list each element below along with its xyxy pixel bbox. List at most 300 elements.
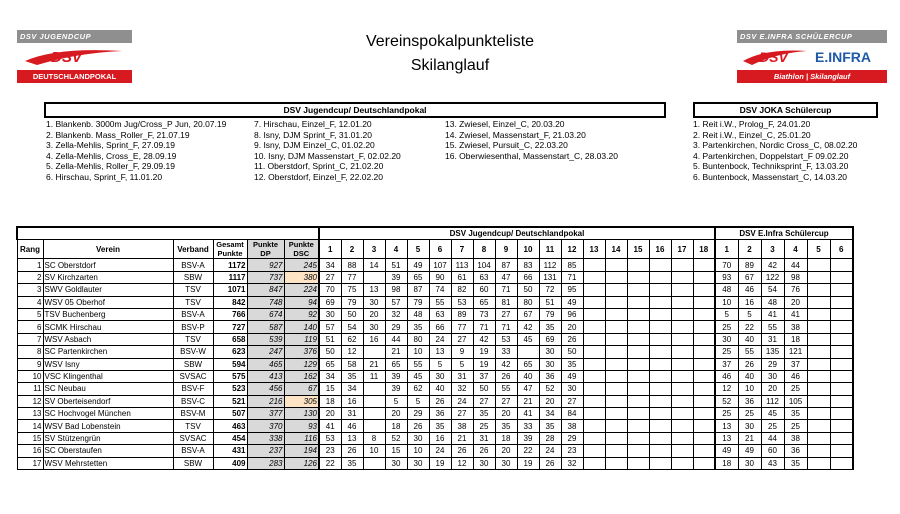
cell-gesamt: 1117 bbox=[213, 271, 247, 283]
cell-sc-points: 25 bbox=[784, 420, 807, 432]
cell-jc-points: 89 bbox=[451, 308, 473, 320]
cell-jc-points bbox=[627, 457, 649, 469]
cell-rang: 16 bbox=[17, 445, 43, 457]
cell-sc-points: 42 bbox=[761, 259, 784, 271]
cell-jc-points bbox=[363, 408, 385, 420]
cell-jc-points: 48 bbox=[407, 308, 429, 320]
cell-jc-points bbox=[693, 370, 715, 382]
cell-dsc: 376 bbox=[284, 346, 319, 358]
cell-jc-points: 27 bbox=[495, 395, 517, 407]
cell-jc-points: 24 bbox=[451, 395, 473, 407]
cell-jc-points: 53 bbox=[451, 296, 473, 308]
cell-dp: 237 bbox=[247, 445, 284, 457]
col-header-jc-race: 11 bbox=[539, 240, 561, 259]
cell-sc-points: 122 bbox=[761, 271, 784, 283]
cell-gesamt: 842 bbox=[213, 296, 247, 308]
cell-jc-points bbox=[605, 259, 627, 271]
cell-jc-points bbox=[517, 346, 539, 358]
cell-jc-points: 47 bbox=[495, 271, 517, 283]
cell-rang: 1 bbox=[17, 259, 43, 271]
cell-sc-points bbox=[830, 383, 853, 395]
table-row bbox=[17, 296, 853, 308]
cell-sc-points bbox=[830, 445, 853, 457]
table-group-header bbox=[17, 227, 853, 240]
legend-item: 1. Reit i.W., Prolog_F, 24.01.20 bbox=[693, 119, 811, 129]
cell-jc-points: 83 bbox=[517, 259, 539, 271]
cell-jc-points: 81 bbox=[495, 296, 517, 308]
cell-jc-points: 10 bbox=[407, 346, 429, 358]
cell-gesamt: 507 bbox=[213, 408, 247, 420]
cell-jc-points: 65 bbox=[319, 358, 341, 370]
cell-jc-points: 26 bbox=[451, 445, 473, 457]
cell-sc-points bbox=[807, 308, 830, 320]
cell-jc-points bbox=[693, 308, 715, 320]
cell-jc-points: 63 bbox=[473, 271, 495, 283]
col-header-jc-race: 5 bbox=[407, 240, 429, 259]
cell-jc-points: 71 bbox=[561, 271, 583, 283]
cell-sc-points: 29 bbox=[761, 358, 784, 370]
cell-jc-points: 22 bbox=[517, 445, 539, 457]
legend-jc-col-3 bbox=[445, 119, 618, 161]
cell-gesamt: 1172 bbox=[213, 259, 247, 271]
cell-sc-points bbox=[830, 346, 853, 358]
cell-sc-points: 20 bbox=[784, 296, 807, 308]
cell-gesamt: 766 bbox=[213, 308, 247, 320]
cell-dsc: 94 bbox=[284, 296, 319, 308]
col-header-jc-race: 10 bbox=[517, 240, 539, 259]
cell-verein: WSV 05 Oberhof bbox=[43, 296, 173, 308]
cell-jc-points: 35 bbox=[429, 420, 451, 432]
cell-jc-points bbox=[627, 370, 649, 382]
cell-jc-points: 35 bbox=[495, 420, 517, 432]
cell-jc-points: 31 bbox=[451, 370, 473, 382]
cell-sc-points: 18 bbox=[715, 457, 738, 469]
cell-gesamt: 521 bbox=[213, 395, 247, 407]
cell-rang: 11 bbox=[17, 383, 43, 395]
cell-jc-points: 27 bbox=[561, 395, 583, 407]
cell-jc-points: 5 bbox=[385, 395, 407, 407]
cell-jc-points bbox=[649, 321, 671, 333]
cell-verein: SC Hochvogel München bbox=[43, 408, 173, 420]
cell-jc-points bbox=[693, 383, 715, 395]
cell-sc-points: 46 bbox=[784, 370, 807, 382]
cell-verein: SCMK Hirschau bbox=[43, 321, 173, 333]
cell-jc-points: 70 bbox=[319, 284, 341, 296]
cell-sc-points: 5 bbox=[738, 308, 761, 320]
cell-jc-points bbox=[627, 308, 649, 320]
cell-jc-points bbox=[693, 420, 715, 432]
cell-jc-points: 42 bbox=[495, 358, 517, 370]
cell-jc-points bbox=[693, 259, 715, 271]
cell-jc-points: 20 bbox=[319, 408, 341, 420]
cell-verein: WSV Asbach bbox=[43, 333, 173, 345]
legend-jc-title: DSV Jugendcup/ Deutschlandpokal bbox=[44, 102, 666, 118]
cell-jc-points: 69 bbox=[539, 333, 561, 345]
cell-jc-points: 49 bbox=[407, 259, 429, 271]
cell-jc-points: 21 bbox=[517, 395, 539, 407]
cell-verband: SBW bbox=[173, 271, 213, 283]
cell-dp: 247 bbox=[247, 346, 284, 358]
cell-verband: BSV-P bbox=[173, 321, 213, 333]
cell-sc-points bbox=[830, 358, 853, 370]
cell-sc-points bbox=[830, 284, 853, 296]
cell-jc-points: 33 bbox=[517, 420, 539, 432]
cell-jc-points: 25 bbox=[473, 420, 495, 432]
cell-jc-points bbox=[693, 321, 715, 333]
cell-jc-points bbox=[649, 408, 671, 420]
cell-jc-points: 87 bbox=[407, 284, 429, 296]
table-row bbox=[17, 420, 853, 432]
cell-verein: VSC Klingenthal bbox=[43, 370, 173, 382]
page-title: Vereinspokalpunkteliste bbox=[365, 33, 535, 50]
cell-jc-points: 74 bbox=[429, 284, 451, 296]
cell-jc-points: 26 bbox=[341, 445, 363, 457]
table-row bbox=[17, 358, 853, 370]
legend-item: 8. Isny, DJM Sprint_F, 31.01.20 bbox=[254, 129, 372, 140]
cell-sc-points: 38 bbox=[784, 321, 807, 333]
cell-jc-points: 61 bbox=[451, 271, 473, 283]
cell-verband: BSV-F bbox=[173, 383, 213, 395]
cell-sc-points bbox=[807, 296, 830, 308]
cell-rang: 7 bbox=[17, 333, 43, 345]
cell-dsc: 305 bbox=[284, 395, 319, 407]
cell-jc-points bbox=[583, 308, 605, 320]
cell-jc-points: 47 bbox=[517, 383, 539, 395]
cell-gesamt: 409 bbox=[213, 457, 247, 469]
cell-jc-points bbox=[583, 333, 605, 345]
cell-dsc: 116 bbox=[284, 432, 319, 444]
cell-jc-points bbox=[693, 284, 715, 296]
cell-sc-points: 16 bbox=[738, 296, 761, 308]
cell-rang: 12 bbox=[17, 395, 43, 407]
cell-jc-points bbox=[605, 321, 627, 333]
col-header-sc-race: 4 bbox=[784, 240, 807, 259]
cell-jc-points: 79 bbox=[539, 308, 561, 320]
cell-jc-points bbox=[583, 259, 605, 271]
cell-jc-points: 39 bbox=[385, 383, 407, 395]
cell-jc-points bbox=[605, 296, 627, 308]
cell-jc-points: 30 bbox=[473, 457, 495, 469]
cell-jc-points bbox=[671, 259, 693, 271]
cell-rang: 10 bbox=[17, 370, 43, 382]
cell-jc-points: 31 bbox=[473, 432, 495, 444]
cell-sc-points: 37 bbox=[784, 358, 807, 370]
col-header-jc-race: 2 bbox=[341, 240, 363, 259]
cell-jc-points bbox=[363, 383, 385, 395]
cell-jc-points: 51 bbox=[539, 296, 561, 308]
legend-sc-title: DSV JOKA Schülercup bbox=[693, 102, 878, 118]
logo-left-bottom-text: DEUTSCHLANDPOKAL bbox=[17, 70, 132, 83]
cell-jc-points: 29 bbox=[407, 408, 429, 420]
cell-jc-points bbox=[627, 333, 649, 345]
cell-sc-points: 44 bbox=[784, 259, 807, 271]
cell-jc-points: 9 bbox=[451, 346, 473, 358]
table-row bbox=[17, 333, 853, 345]
cell-sc-points: 43 bbox=[761, 457, 784, 469]
legend-sc-col bbox=[693, 119, 857, 183]
legend-item: 3. Zella-Mehlis, Sprint_F, 27.09.19 bbox=[46, 140, 175, 151]
cell-sc-points: 10 bbox=[738, 383, 761, 395]
cell-jc-points: 35 bbox=[561, 358, 583, 370]
cell-jc-points: 29 bbox=[385, 321, 407, 333]
cell-jc-points: 73 bbox=[473, 308, 495, 320]
cell-jc-points: 72 bbox=[539, 284, 561, 296]
col-header-jc-race: 15 bbox=[627, 240, 649, 259]
table-row bbox=[17, 259, 853, 271]
cell-sc-points: 30 bbox=[715, 333, 738, 345]
cell-jc-points: 41 bbox=[319, 420, 341, 432]
cell-jc-points: 34 bbox=[341, 383, 363, 395]
cell-jc-points: 71 bbox=[495, 321, 517, 333]
legend-item: 1. Blankenb. 3000m Jug/Cross_P Jun, 20.07.19 bbox=[46, 119, 227, 129]
cell-jc-points: 90 bbox=[429, 271, 451, 283]
cell-jc-points: 53 bbox=[319, 432, 341, 444]
cell-sc-points: 30 bbox=[738, 420, 761, 432]
cell-jc-points bbox=[671, 346, 693, 358]
cell-sc-points bbox=[807, 284, 830, 296]
cell-jc-points: 58 bbox=[341, 358, 363, 370]
logo-right-top-text: DSV E.INFRA SCHÜLERCUP bbox=[737, 30, 887, 43]
cell-sc-points: 121 bbox=[784, 346, 807, 358]
cell-jc-points bbox=[649, 420, 671, 432]
col-header-jc-race: 14 bbox=[605, 240, 627, 259]
table-row bbox=[17, 284, 853, 296]
cell-jc-points bbox=[693, 296, 715, 308]
cell-verein: SV Stützengrün bbox=[43, 432, 173, 444]
col-header-dsc: Punkte DSC bbox=[284, 240, 319, 259]
cell-verband: SBW bbox=[173, 358, 213, 370]
cell-gesamt: 658 bbox=[213, 333, 247, 345]
col-header-jc-race: 17 bbox=[671, 240, 693, 259]
cell-sc-points: 35 bbox=[784, 457, 807, 469]
dsv-swoosh-icon bbox=[17, 43, 132, 70]
cell-jc-points: 34 bbox=[319, 259, 341, 271]
cell-jc-points: 21 bbox=[363, 358, 385, 370]
col-header-jc-race: 12 bbox=[561, 240, 583, 259]
cell-jc-points: 63 bbox=[429, 308, 451, 320]
cell-rang: 9 bbox=[17, 358, 43, 370]
cell-sc-points: 49 bbox=[715, 445, 738, 457]
cell-jc-points: 12 bbox=[341, 346, 363, 358]
cell-sc-points: 49 bbox=[738, 445, 761, 457]
legend-item: 10. Isny, DJM Massenstart_F, 02.02.20 bbox=[254, 150, 401, 161]
cell-rang: 8 bbox=[17, 346, 43, 358]
cell-jc-points: 11 bbox=[363, 370, 385, 382]
table-row bbox=[17, 308, 853, 320]
cell-dsc: 67 bbox=[284, 383, 319, 395]
cell-jc-points: 23 bbox=[561, 445, 583, 457]
cell-jc-points bbox=[605, 333, 627, 345]
cell-jc-points: 57 bbox=[385, 296, 407, 308]
cell-sc-points: 60 bbox=[761, 445, 784, 457]
cell-gesamt: 594 bbox=[213, 358, 247, 370]
table-row bbox=[17, 457, 853, 469]
cell-jc-points bbox=[627, 445, 649, 457]
cell-rang: 13 bbox=[17, 408, 43, 420]
cell-sc-points: 26 bbox=[738, 358, 761, 370]
cell-sc-points: 41 bbox=[784, 308, 807, 320]
legend-item: 4. Partenkirchen, Doppelstart_F 09.02.20 bbox=[693, 150, 849, 161]
cell-jc-points: 35 bbox=[407, 321, 429, 333]
legend-item: 16. Oberwiesenthal, Massenstart_C, 28.03.20 bbox=[445, 150, 618, 161]
cell-sc-points: 55 bbox=[761, 321, 784, 333]
cell-jc-points: 13 bbox=[341, 432, 363, 444]
cell-jc-points: 33 bbox=[495, 346, 517, 358]
cell-jc-points: 30 bbox=[319, 308, 341, 320]
cell-jc-points bbox=[627, 346, 649, 358]
cell-jc-points bbox=[671, 358, 693, 370]
cell-dsc: 93 bbox=[284, 420, 319, 432]
cell-jc-points: 19 bbox=[473, 346, 495, 358]
cell-jc-points: 50 bbox=[517, 284, 539, 296]
cell-jc-points: 35 bbox=[341, 370, 363, 382]
cell-jc-points bbox=[671, 420, 693, 432]
cell-jc-points: 13 bbox=[429, 346, 451, 358]
cell-jc-points: 65 bbox=[473, 296, 495, 308]
cell-jc-points bbox=[671, 383, 693, 395]
cell-jc-points bbox=[605, 358, 627, 370]
cell-verein: SC Oberstdorf bbox=[43, 259, 173, 271]
cell-rang: 4 bbox=[17, 296, 43, 308]
cell-jc-points bbox=[671, 284, 693, 296]
cell-jc-points bbox=[583, 432, 605, 444]
cell-jc-points: 10 bbox=[407, 445, 429, 457]
cell-verband: BSV-W bbox=[173, 346, 213, 358]
cell-jc-points: 19 bbox=[473, 358, 495, 370]
cell-sc-points: 22 bbox=[738, 321, 761, 333]
cell-jc-points: 28 bbox=[539, 432, 561, 444]
cell-verband: BSV-A bbox=[173, 308, 213, 320]
cell-jc-points: 36 bbox=[539, 370, 561, 382]
cell-jc-points: 14 bbox=[363, 259, 385, 271]
cell-jc-points: 113 bbox=[451, 259, 473, 271]
cell-sc-points: 36 bbox=[784, 445, 807, 457]
cell-verein: SWV Goldlauter bbox=[43, 284, 173, 296]
legend-item: 6. Hirschau, Sprint_F, 11.01.20 bbox=[46, 171, 163, 182]
cell-jc-points: 22 bbox=[319, 457, 341, 469]
cell-jc-points: 30 bbox=[407, 457, 429, 469]
cell-jc-points: 50 bbox=[561, 346, 583, 358]
table-row bbox=[17, 408, 853, 420]
cell-dp: 587 bbox=[247, 321, 284, 333]
cell-jc-points: 30 bbox=[561, 383, 583, 395]
cell-jc-points: 12 bbox=[451, 457, 473, 469]
cell-jc-points: 98 bbox=[385, 284, 407, 296]
cell-jc-points: 30 bbox=[539, 346, 561, 358]
cell-jc-points: 95 bbox=[561, 284, 583, 296]
cell-sc-points bbox=[807, 333, 830, 345]
col-header-jc-race: 8 bbox=[473, 240, 495, 259]
cell-jc-points bbox=[693, 333, 715, 345]
cell-sc-points bbox=[830, 259, 853, 271]
cell-verein: WSV Mehrstetten bbox=[43, 457, 173, 469]
col-header-jc-race: 9 bbox=[495, 240, 517, 259]
cell-jc-points bbox=[363, 420, 385, 432]
cell-jc-points: 51 bbox=[319, 333, 341, 345]
cell-jc-points bbox=[649, 346, 671, 358]
cell-rang: 5 bbox=[17, 308, 43, 320]
cell-jc-points: 18 bbox=[495, 432, 517, 444]
cell-jc-points: 45 bbox=[407, 370, 429, 382]
cell-jc-points bbox=[671, 321, 693, 333]
group-header-sc: DSV E.Infra Schülercup bbox=[715, 227, 853, 240]
cell-sc-points bbox=[807, 259, 830, 271]
cell-verein: SC Neubau bbox=[43, 383, 173, 395]
legend-jc-col-1 bbox=[46, 119, 226, 183]
cell-jc-points bbox=[605, 408, 627, 420]
table-column-header bbox=[17, 240, 853, 259]
cell-dp: 377 bbox=[247, 408, 284, 420]
logo-left-top-text: DSV JUGENDCUP bbox=[17, 30, 132, 43]
cell-verein: SV Kirchzarten bbox=[43, 271, 173, 283]
cell-dp: 737 bbox=[247, 271, 284, 283]
logo-right-bottom-text: Biathlon | Skilanglauf bbox=[737, 70, 887, 83]
cell-jc-points: 16 bbox=[341, 395, 363, 407]
cell-jc-points: 37 bbox=[473, 370, 495, 382]
cell-jc-points: 65 bbox=[407, 271, 429, 283]
col-header-verein: Verein bbox=[43, 240, 173, 259]
cell-dp: 370 bbox=[247, 420, 284, 432]
cell-jc-points: 20 bbox=[495, 408, 517, 420]
cell-sc-points: 25 bbox=[715, 346, 738, 358]
cell-jc-points: 35 bbox=[473, 408, 495, 420]
cell-sc-points: 37 bbox=[715, 358, 738, 370]
cell-rang: 2 bbox=[17, 271, 43, 283]
cell-dsc: 224 bbox=[284, 284, 319, 296]
cell-jc-points: 20 bbox=[363, 308, 385, 320]
cell-sc-points: 70 bbox=[715, 259, 738, 271]
col-header-sc-race: 6 bbox=[830, 240, 853, 259]
cell-jc-points: 24 bbox=[429, 445, 451, 457]
cell-sc-points bbox=[807, 346, 830, 358]
cell-jc-points bbox=[627, 420, 649, 432]
cell-jc-points: 65 bbox=[385, 358, 407, 370]
cell-jc-points: 5 bbox=[429, 358, 451, 370]
legend-item: 12. Oberstdorf, Einzel_F, 22.02.20 bbox=[254, 171, 383, 182]
cell-jc-points bbox=[583, 420, 605, 432]
cell-dsc: 126 bbox=[284, 457, 319, 469]
cell-jc-points: 49 bbox=[561, 296, 583, 308]
logo-left-mark bbox=[17, 43, 132, 70]
cell-jc-points: 27 bbox=[451, 408, 473, 420]
cell-sc-points: 89 bbox=[738, 259, 761, 271]
table-row bbox=[17, 445, 853, 457]
cell-jc-points: 20 bbox=[385, 408, 407, 420]
cell-verein: SC Partenkirchen bbox=[43, 346, 173, 358]
cell-verein: WSV Bad Lobenstein bbox=[43, 420, 173, 432]
cell-dsc: 140 bbox=[284, 321, 319, 333]
table-row bbox=[17, 383, 853, 395]
cell-jc-points: 30 bbox=[407, 432, 429, 444]
cell-jc-points bbox=[671, 408, 693, 420]
cell-dsc: 130 bbox=[284, 408, 319, 420]
cell-jc-points bbox=[583, 321, 605, 333]
cell-sc-points: 52 bbox=[715, 395, 738, 407]
cell-jc-points bbox=[363, 271, 385, 283]
cell-jc-points bbox=[671, 395, 693, 407]
cell-jc-points: 55 bbox=[495, 383, 517, 395]
cell-jc-points: 104 bbox=[473, 259, 495, 271]
cell-sc-points: 46 bbox=[738, 284, 761, 296]
cell-sc-points bbox=[807, 420, 830, 432]
legend-item: 5. Buntenbock, Techniksprint_F, 13.03.20 bbox=[693, 161, 849, 172]
cell-jc-points: 53 bbox=[495, 333, 517, 345]
cell-sc-points bbox=[830, 271, 853, 283]
cell-jc-points: 84 bbox=[561, 408, 583, 420]
cell-jc-points: 15 bbox=[319, 383, 341, 395]
cell-jc-points: 16 bbox=[429, 432, 451, 444]
cell-gesamt: 727 bbox=[213, 321, 247, 333]
